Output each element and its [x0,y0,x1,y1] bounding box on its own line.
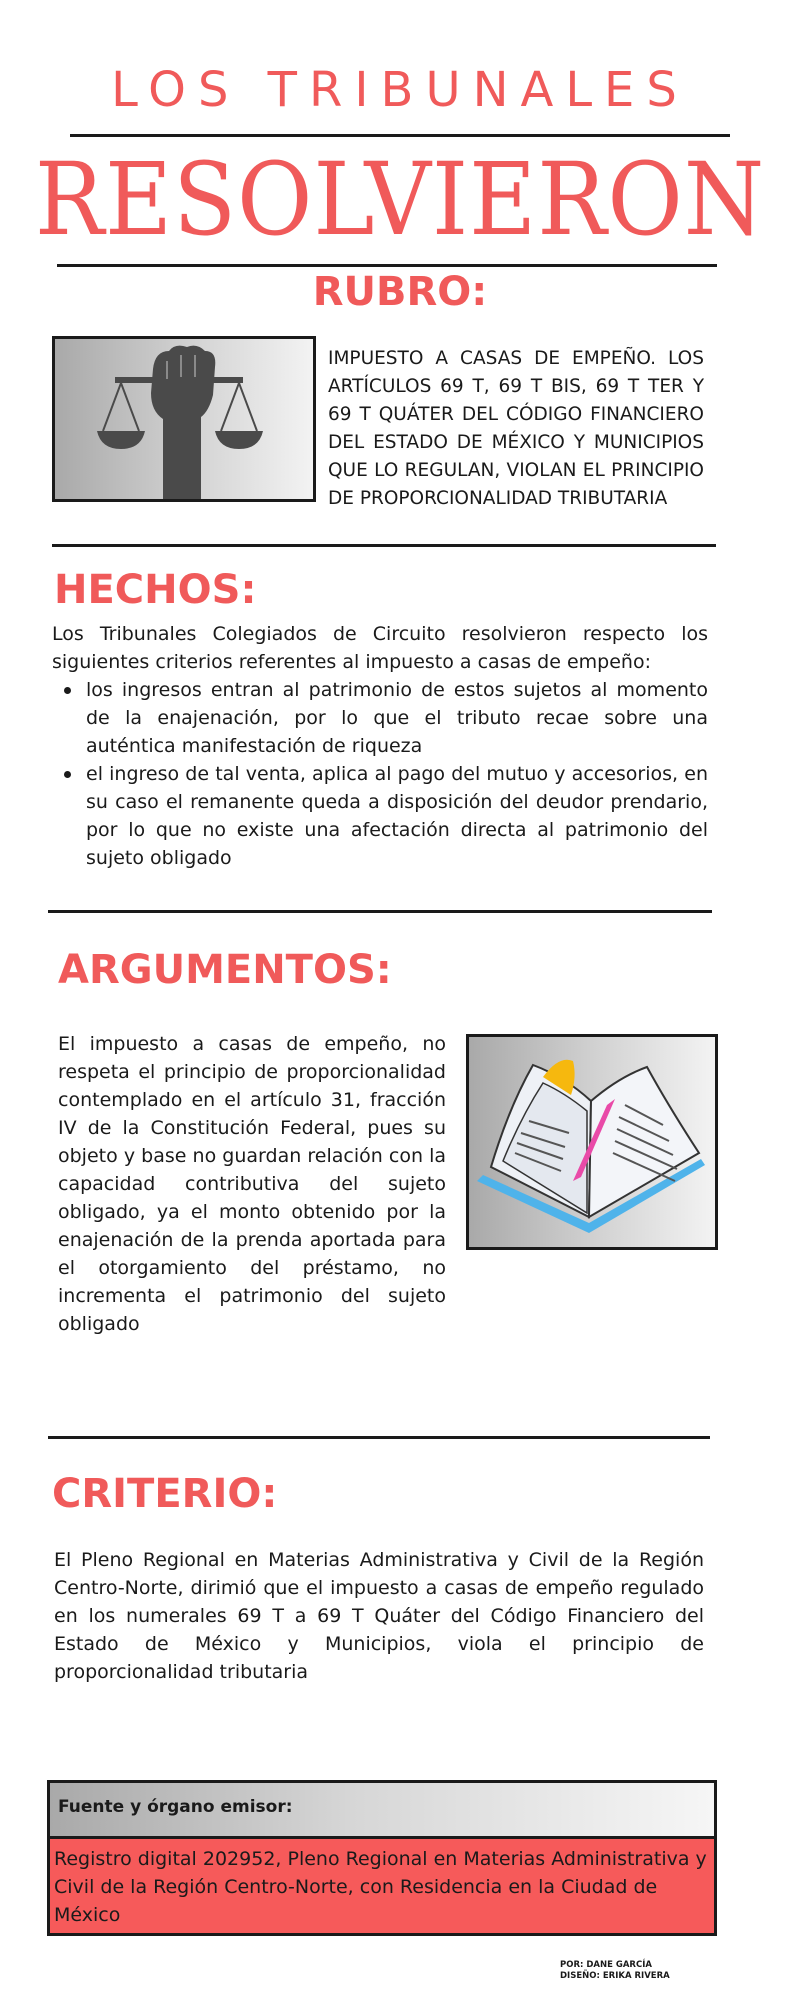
criterio-text: El Pleno Regional en Materias Administrativa y Civil de la Región Centro-Norte, dirimió que el impuesto a casas de empeño regulado en los numerales 69 T a 69 T Quáter del Código Financiero del Estado de México y Municipios, viola el principio de proporcionalidad tributaria [54,1549,704,1683]
credit-design: DISEÑO: ERIKA RIVERA [560,1971,670,1981]
justice-fist-scales-icon [52,336,316,502]
rubro-divider [52,544,716,547]
credit-author: POR: DANE GARCÍA [560,1960,652,1970]
fuente-text: Registro digital 202952, Pleno Regional en Materias Administrativa y Civil de la Región Centro-Norte, con Residencia en la Ciudad de México [47,1836,717,1936]
hechos-divider [48,910,712,913]
hechos-intro: Los Tribunales Colegiados de Circuito resolvieron respecto los siguientes criterios referentes al impuesto a casas de empeño: [52,623,708,673]
credits [560,1960,716,1982]
fuente-heading: Fuente y órgano emisor: [47,1780,717,1836]
list-item [60,676,708,760]
hechos-heading: HECHOS: [54,567,257,613]
list-item [60,760,708,872]
page-title: RESOLVIERON [34,141,766,258]
header-subtitle: LOS TRIBUNALES [111,62,689,118]
rubro-heading: RUBRO: [312,269,488,315]
hechos-item-text: los ingresos entran al patrimonio de estos sujetos al momento de la enajenación, por lo que el tributo recae sobre una auténtica manifestación de riqueza [86,679,708,757]
bullet-icon [64,687,71,694]
argumentos-divider [48,1436,710,1439]
header-divider-top [70,134,730,137]
criterio-heading: CRITERIO: [52,1471,278,1517]
bullet-icon [64,771,71,778]
hechos-item-text: el ingreso de tal venta, aplica al pago del mutuo y accesorios, en su caso el remanente queda a disposición del deudor prendario, por lo que no existe una afectación directa al patrimonio del sujeto obligado [86,763,708,869]
argumentos-heading: ARGUMENTOS: [58,947,392,993]
hechos-list [60,676,708,872]
rubro-text: IMPUESTO A CASAS DE EMPEÑO. LOS ARTÍCULOS 69 T, 69 T BIS, 69 T TER Y 69 T QUÁTER DEL CÓDIGO FINANCIERO DEL ESTADO DE MÉXICO Y MUNICIPIOS QUE LO REGULAN, VIOLAN EL PRINCIPIO DE PROPORCIONALIDAD TRIBUTARIA [328,348,704,509]
open-book-icon [466,1034,718,1250]
header-divider-bottom [57,264,717,267]
argumentos-text: El impuesto a casas de empeño, no respeta el principio de proporcionalidad contemplado en el artículo 31, fracción IV de la Constitución Federal, pues su objeto y base no guardan relación con la capacidad contributiva del sujeto obligado, ya el monto obtenido por la enajenación de la prenda aportada para el otorgamiento del préstamo, no incrementa el patrimonio del sujeto obligado [58,1033,446,1335]
